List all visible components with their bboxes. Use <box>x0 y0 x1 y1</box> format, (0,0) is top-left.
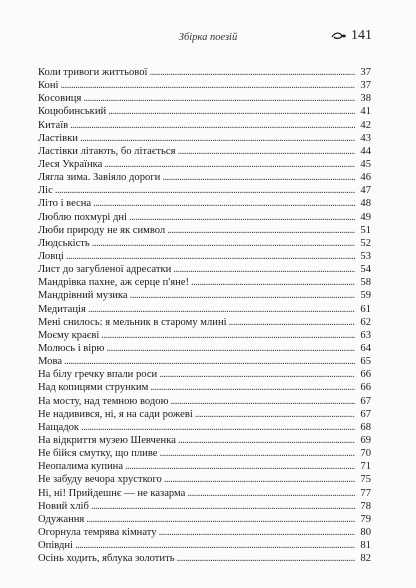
toc-leader-dots <box>88 303 355 316</box>
toc-entry <box>38 289 371 302</box>
toc-entry-title: На відкриття музею Шевченка <box>38 434 176 446</box>
toc-entry-title: Медитація <box>38 303 86 315</box>
toc-entry-title: Коні <box>38 80 59 92</box>
toc-entry-page: 75 <box>360 474 371 486</box>
toc-entry-title: Лист до загубленої адресатки <box>38 264 172 276</box>
toc-leader-dots <box>159 526 355 539</box>
toc-entry-page: 45 <box>360 158 371 170</box>
toc-entry <box>38 408 371 421</box>
toc-entry <box>38 171 371 184</box>
toc-entry-title: Над копицями струнким <box>38 382 149 394</box>
toc-entry <box>38 119 371 132</box>
toc-entry <box>38 184 371 197</box>
toc-entry-page: 68 <box>360 421 371 433</box>
toc-entry-page: 47 <box>360 185 371 197</box>
toc-entry-title: Нащадок <box>38 421 80 433</box>
toc-leader-dots <box>229 316 355 329</box>
toc-entry-title: Косовиця <box>38 93 82 105</box>
toc-leader-dots <box>177 552 355 565</box>
toc-entry-page: 46 <box>360 172 371 184</box>
page-header <box>0 26 416 46</box>
toc-entry-page: 82 <box>360 553 371 565</box>
toc-entry-page: 49 <box>360 211 371 223</box>
toc-entry <box>38 79 371 92</box>
toc-entry-page: 59 <box>360 290 371 302</box>
toc-entry-title: Люблю похмурі дні <box>38 211 127 223</box>
toc-entry <box>38 513 371 526</box>
toc-entry <box>38 316 371 329</box>
toc-entry-page: 66 <box>360 382 371 394</box>
toc-entry <box>38 263 371 276</box>
toc-entry-page: 79 <box>360 513 371 525</box>
toc-leader-dots <box>75 539 355 552</box>
toc-entry-title: Одужання <box>38 513 85 525</box>
toc-entry-page: 48 <box>360 198 371 210</box>
toc-entry-page: 62 <box>360 316 371 328</box>
toc-entry-title: Мені снилось: я мельник в старому млині <box>38 316 227 328</box>
toc-leader-dots <box>101 329 355 342</box>
toc-leader-dots <box>159 447 355 460</box>
toc-entry <box>38 395 371 408</box>
toc-leader-dots <box>150 381 355 394</box>
toc-leader-dots <box>159 368 355 381</box>
toc-entry-page: 63 <box>360 329 371 341</box>
toc-entry <box>38 368 371 381</box>
toc-entry-title: Ластівки літають, бо літається <box>38 145 176 157</box>
toc-leader-dots <box>55 184 355 197</box>
toc-entry <box>38 434 371 447</box>
toc-entry-title: Ловці <box>38 250 64 262</box>
toc-leader-dots <box>191 276 355 289</box>
toc-leader-dots <box>66 250 355 263</box>
toc-entry-page: 51 <box>360 224 371 236</box>
toc-entry <box>38 92 371 105</box>
toc-leader-dots <box>70 119 355 132</box>
toc-entry <box>38 355 371 368</box>
toc-entry-page: 43 <box>360 132 371 144</box>
toc-leader-dots <box>187 487 355 500</box>
toc-entry-page: 65 <box>360 356 371 368</box>
toc-entry-page: 53 <box>360 250 371 262</box>
toc-entry-title: Людськість <box>38 237 90 249</box>
toc-entry-page: 58 <box>360 277 371 289</box>
toc-entry-page: 67 <box>360 395 371 407</box>
toc-leader-dots <box>162 171 355 184</box>
toc-entry-title: Мандрівка пахне, аж серце п'яне! <box>38 277 189 289</box>
toc-entry <box>38 473 371 486</box>
toc-entry-title: На білу гречку впали роси <box>38 369 158 381</box>
toc-entry-title: Опівдні <box>38 540 74 552</box>
toc-leader-dots <box>86 513 355 526</box>
toc-entry-title: Не бійся смутку, що пливе <box>38 448 158 460</box>
toc-entry <box>38 224 371 237</box>
toc-leader-dots <box>173 263 355 276</box>
toc-entry-title: Неопалима купина <box>38 461 124 473</box>
toc-entry <box>38 303 371 316</box>
toc-entry <box>38 500 371 513</box>
toc-entry-page: 71 <box>360 461 371 473</box>
toc-entry <box>38 329 371 342</box>
toc-leader-dots <box>81 421 355 434</box>
toc-entry-page: 37 <box>360 67 371 78</box>
toc-leader-dots <box>106 342 355 355</box>
toc-leader-dots <box>60 79 355 92</box>
toc-leader-dots <box>177 145 355 158</box>
toc-entry <box>38 487 371 500</box>
toc-entry-title: Молюсь і вірю <box>38 342 105 354</box>
toc-entry <box>38 539 371 552</box>
toc-entry-title: Огорнула темрява кімнату <box>38 526 157 538</box>
toc-entry-title: Коцюбинський <box>38 106 107 118</box>
toc-entry-title: Літо і весна <box>38 198 92 210</box>
toc-leader-dots <box>104 158 355 171</box>
toc-leader-dots <box>92 237 355 250</box>
toc-leader-dots <box>80 132 355 145</box>
toc-entry-title: Леся Українка <box>38 158 103 170</box>
toc-leader-dots <box>164 473 355 486</box>
toc-entry-page: 52 <box>360 237 371 249</box>
page-number-group <box>331 28 372 44</box>
toc-entry-page: 80 <box>360 526 371 538</box>
toc-entry-page: 77 <box>360 487 371 499</box>
toc-entry-title: Ластівки <box>38 132 78 144</box>
toc-entry <box>38 250 371 263</box>
toc-leader-dots <box>125 460 355 473</box>
toc-entry <box>38 421 371 434</box>
toc-entry <box>38 66 371 79</box>
toc-entry-page: 78 <box>360 500 371 512</box>
toc-entry <box>38 447 371 460</box>
toc-leader-dots <box>171 395 356 408</box>
toc-leader-dots <box>149 66 355 79</box>
toc-leader-dots <box>93 197 355 210</box>
toc-entry <box>38 197 371 210</box>
toc-leader-dots <box>195 408 355 421</box>
running-title: Збірка поезій <box>178 32 238 43</box>
toc-entry-title: Коли тривоги життьової <box>38 67 148 78</box>
toc-entry-page: 70 <box>360 448 371 460</box>
table-of-contents <box>38 66 371 565</box>
toc-entry <box>38 526 371 539</box>
toc-leader-dots <box>64 355 355 368</box>
toc-entry <box>38 158 371 171</box>
page-number: 141 <box>351 28 372 43</box>
toc-leader-dots <box>83 92 355 105</box>
toc-entry-page: 61 <box>360 303 371 315</box>
toc-entry-page: 37 <box>360 80 371 92</box>
toc-entry-title: Мандрівний музика <box>38 290 128 302</box>
toc-leader-dots <box>178 434 355 447</box>
toc-entry-title: Китаїв <box>38 119 69 131</box>
toc-entry-page: 44 <box>360 145 371 157</box>
toc-entry <box>38 552 371 565</box>
toc-entry <box>38 105 371 118</box>
toc-entry <box>38 276 371 289</box>
toc-entry-title: Люби природу не як символ <box>38 224 166 236</box>
toc-entry-title: Не забуду вечора хрусткого <box>38 474 162 486</box>
toc-entry-title: На мосту, над темною водою <box>38 395 169 407</box>
toc-entry-title: Лягла зима. Завіяло дороги <box>38 172 161 184</box>
toc-leader-dots <box>167 224 355 237</box>
toc-entry <box>38 211 371 224</box>
toc-entry-title: Ні, ні! Прийдешнє — не казарма <box>38 487 186 499</box>
toc-leader-dots <box>108 105 355 118</box>
toc-entry <box>38 342 371 355</box>
toc-entry-title: Не надивився, ні, я на сади рожеві <box>38 408 193 420</box>
toc-entry-page: 38 <box>360 93 371 105</box>
toc-leader-dots <box>129 211 355 224</box>
leaf-ornament-icon <box>331 30 347 43</box>
toc-entry-page: 81 <box>360 540 371 552</box>
toc-entry-page: 64 <box>360 342 371 354</box>
toc-entry-title: Мова <box>38 356 63 368</box>
toc-entry-title: Ліс <box>38 185 53 197</box>
toc-entry-page: 69 <box>360 434 371 446</box>
toc-entry-title: Моєму краєві <box>38 329 100 341</box>
toc-entry-page: 42 <box>360 119 371 131</box>
toc-entry <box>38 381 371 394</box>
toc-leader-dots <box>91 500 355 513</box>
toc-entry-title: Осінь ходить, яблука золотить <box>38 553 175 565</box>
toc-entry-page: 66 <box>360 369 371 381</box>
toc-entry <box>38 460 371 473</box>
toc-entry <box>38 145 371 158</box>
toc-entry-page: 41 <box>360 106 371 118</box>
toc-entry-title: Новий хліб <box>38 500 89 512</box>
toc-entry <box>38 237 371 250</box>
toc-entry-page: 67 <box>360 408 371 420</box>
toc-leader-dots <box>130 289 355 302</box>
toc-entry-page: 54 <box>360 264 371 276</box>
toc-entry <box>38 132 371 145</box>
